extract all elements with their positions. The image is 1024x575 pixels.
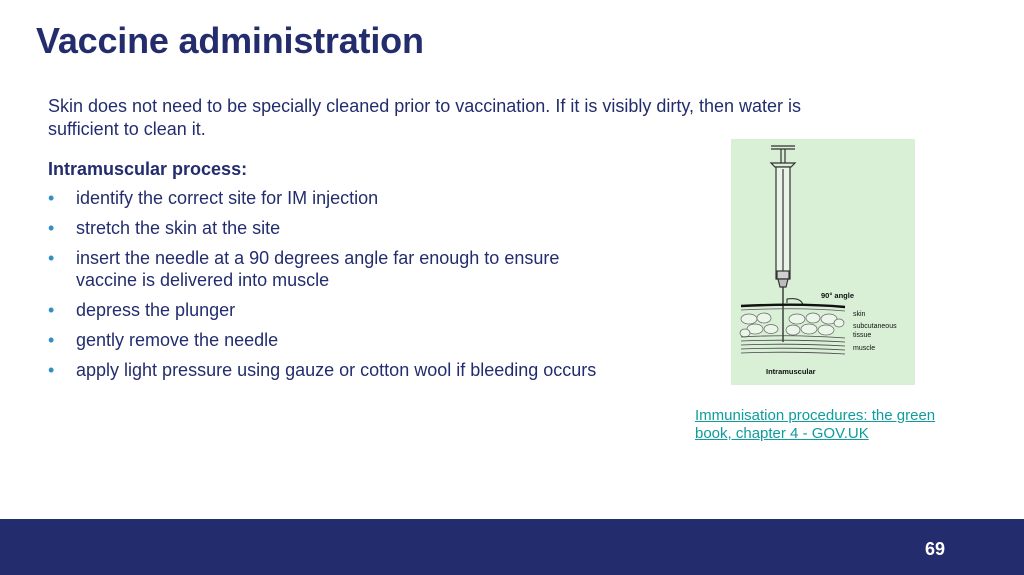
angle-label: 90° angle (821, 291, 855, 300)
list-item (48, 299, 608, 321)
subcutaneous-layer (740, 313, 844, 337)
bullet-icon: • (48, 188, 55, 208)
figure-caption: Intramuscular (766, 367, 816, 376)
muscle-layer (741, 336, 845, 354)
intramuscular-process (48, 158, 608, 389)
footer-bar (0, 519, 1024, 575)
process-heading: Intramuscular process: (48, 159, 248, 179)
bullet-icon: • (48, 218, 55, 238)
list-item (48, 329, 608, 351)
page-number: 69 (924, 539, 945, 559)
bullet-icon: • (48, 248, 55, 268)
green-book-link[interactable]: Immunisation procedures: the green book, chapter 4 - GOV.UK (695, 407, 936, 442)
intramuscular-injection-diagram (731, 139, 915, 385)
bullet-icon: • (48, 300, 55, 320)
step-text: apply light pressure using gauze or cotton wool if bleeding occurs (76, 360, 597, 380)
syringe-diagram-svg (731, 139, 915, 385)
step-text: identify the correct site for IM injection (76, 188, 379, 208)
tissue-label: tissue (853, 332, 872, 339)
list-item (48, 217, 608, 239)
process-steps (48, 187, 608, 381)
skin-label: skin (853, 311, 866, 318)
syringe-icon (771, 146, 795, 342)
bullet-icon: • (48, 330, 55, 350)
bullet-icon: • (48, 360, 55, 380)
list-item (48, 187, 608, 209)
subcutaneous-label: subcutaneous (853, 323, 897, 330)
list-item (48, 247, 608, 291)
list-item (48, 359, 608, 381)
step-text: insert the needle at a 90 degrees angle far enough to ensure vaccine is delivered into muscle (76, 248, 560, 290)
muscle-label: muscle (853, 345, 876, 352)
step-text: depress the plunger (76, 300, 236, 320)
slide-title: Vaccine administration (36, 20, 424, 61)
step-text: gently remove the needle (76, 330, 279, 350)
step-text: stretch the skin at the site (76, 218, 281, 238)
skin-layer (741, 305, 845, 307)
intro-text: Skin does not need to be specially cleaned prior to vaccination. If it is visibly dirty, then water is sufficient to clean it. (48, 96, 802, 139)
